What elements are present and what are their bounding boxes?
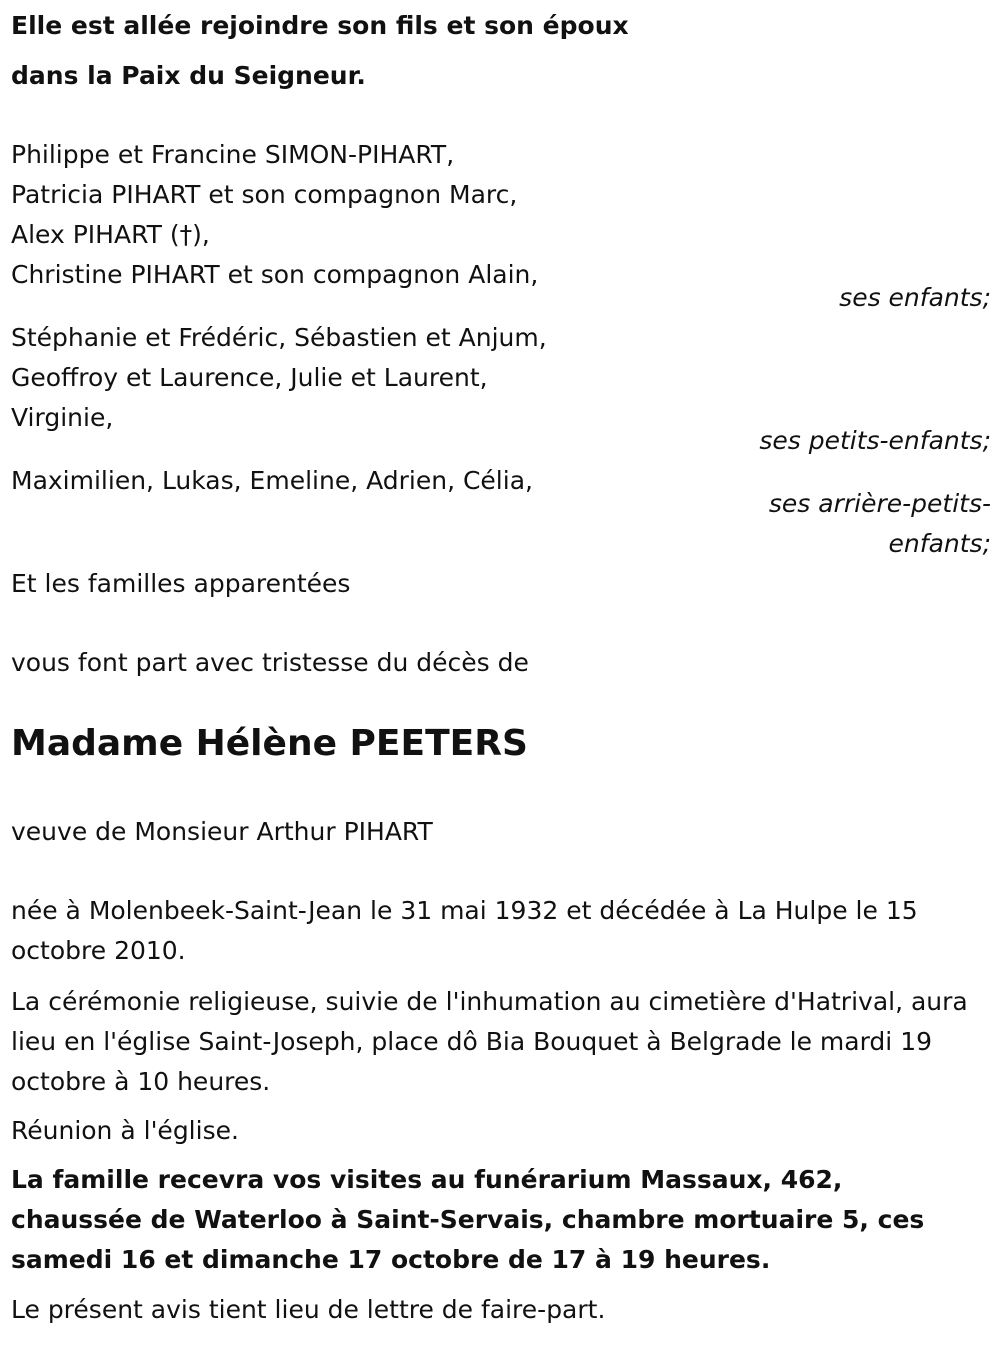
grandchildren-role: ses petits-enfants; (759, 426, 991, 455)
grandchildren-line: Virginie, (11, 403, 114, 432)
widow-of-line: veuve de Monsieur Arthur PIHART (11, 817, 433, 846)
children-line: Philippe et Francine SIMON-PIHART, (11, 140, 455, 169)
great-grandchildren-role-2: enfants; (888, 529, 991, 558)
visits-paragraph: La famille recevra vos visites au funérarium Massaux, 462, chaussée de Waterloo à Saint-Servais, chambre mortuaire 5, ces samedi 16 et dimanche 17 octobre de 17 à 19 heures. (11, 1165, 925, 1274)
children-line: Alex PIHART (†), (11, 220, 210, 249)
great-grandchildren-role-1: ses arrière-petits- (768, 489, 991, 518)
families-line: Et les familles apparentées (11, 569, 351, 598)
closing-line: Le présent avis tient lieu de lettre de faire-part. (11, 1295, 606, 1324)
announce-line: vous font part avec tristesse du décès de (11, 648, 529, 677)
children-role: ses enfants; (839, 283, 991, 312)
children-line: Patricia PIHART et son compagnon Marc, (11, 180, 518, 209)
birth-death-paragraph: née à Molenbeek-Saint-Jean le 31 mai 1932 et décédée à La Hulpe le 15 octobre 2010. (11, 896, 918, 965)
intro-line-2: dans la Paix du Seigneur. (11, 61, 366, 90)
deceased-name: Madame Hélène PEETERS (11, 723, 528, 764)
ceremony-paragraph: La cérémonie religieuse, suivie de l'inhumation au cimetière d'Hatrival, aura lieu en l'église Saint-Joseph, place dô Bia Bouquet à Belgrade le mardi 19 octobre à 10 heures. (11, 987, 968, 1096)
great-grandchildren-line: Maximilien, Lukas, Emeline, Adrien, Célia, (11, 466, 533, 495)
grandchildren-line: Geoffroy et Laurence, Julie et Laurent, (11, 363, 488, 392)
intro-line-1: Elle est allée rejoindre son fils et son époux (11, 11, 629, 40)
grandchildren-line: Stéphanie et Frédéric, Sébastien et Anjum, (11, 323, 547, 352)
meeting-line: Réunion à l'église. (11, 1116, 239, 1145)
children-line: Christine PIHART et son compagnon Alain, (11, 260, 539, 289)
